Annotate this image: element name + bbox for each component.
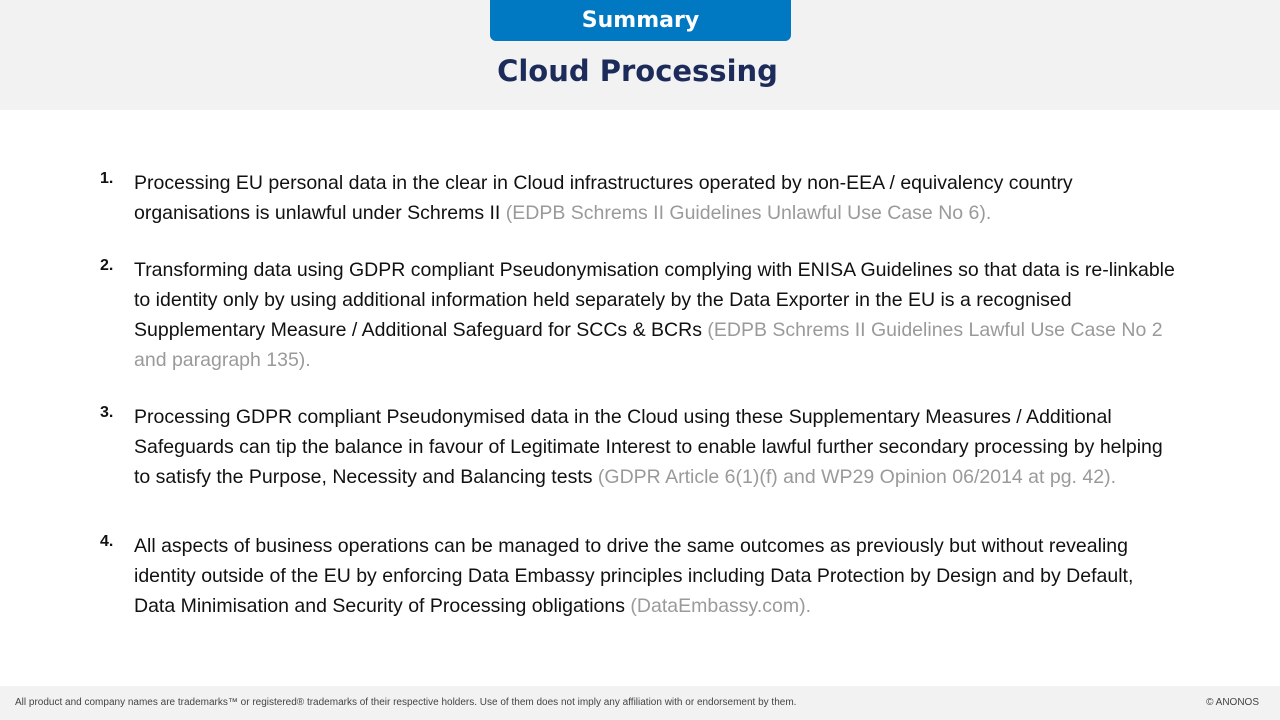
header-band <box>0 0 1280 110</box>
item-citation: (GDPR Article 6(1)(f) and WP29 Opinion 06/2014 at pg. 42). <box>597 466 1116 488</box>
item-number: 4. <box>100 533 114 550</box>
item-text <box>134 531 1179 621</box>
item-citation: (EDPB Schrems II Guidelines Lawful Use Case No 2 and paragraph 135). <box>134 319 1163 371</box>
footer-copyright: © ANONOS <box>1206 697 1259 708</box>
item-body: Transforming data using GDPR compliant Pseudonymisation complying with ENISA Guidelines so that data is re-linkable to identity only by using additional information held separately by the Data Exporter in the EU is a recognised Supplementary Measure / Additional Safeguard for SCCs & BCRs <box>134 259 1175 341</box>
item-text <box>134 402 1179 492</box>
footer-disclaimer: All product and company names are trademarks™ or registered® trademarks of their respective holders. Use of them does not imply any affiliation with or endorsement by them. <box>15 697 797 708</box>
item-citation: (DataEmbassy.com). <box>630 595 812 617</box>
item-number: 1. <box>100 170 114 187</box>
page-title: Cloud Processing <box>497 54 778 88</box>
item-text <box>134 168 1179 228</box>
item-text <box>134 255 1179 375</box>
item-body: All aspects of business operations can be managed to drive the same outcomes as previously but without revealing identity outside of the EU by enforcing Data Embassy principles including Data Protection by Design and by Default, Data Minimisation and Security of Processing obligations <box>134 535 1134 617</box>
item-body: Processing GDPR compliant Pseudonymised data in the Cloud using these Supplementary Measures / Additional Safeguards can tip the balance in favour of Legitimate Interest to enable lawful further secondary processing by helping to satisfy the Purpose, Necessity and Balancing tests <box>134 406 1163 488</box>
item-number: 3. <box>100 404 114 421</box>
item-number: 2. <box>100 257 114 274</box>
summary-tab: Summary <box>490 0 791 41</box>
item-citation: (EDPB Schrems II Guidelines Unlawful Use Case No 6). <box>505 202 992 224</box>
item-body: Processing EU personal data in the clear in Cloud infrastructures operated by non-EEA / equivalency country organisations is unlawful under Schrems II <box>134 172 1073 224</box>
footer <box>0 686 1280 720</box>
